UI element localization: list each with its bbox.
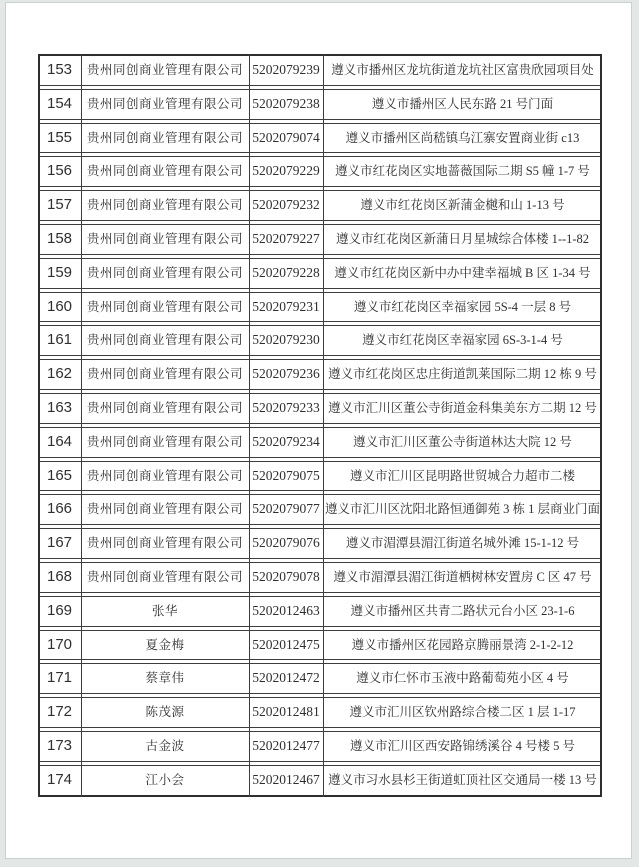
cell-index: 168 [38, 562, 81, 593]
cell-index: 153 [38, 54, 81, 86]
table-row [38, 494, 602, 525]
cell-name: 贵州同创商业管理有限公司 [81, 461, 249, 492]
cell-address: 遵义市红花岗区幸福家园 5S-4 一层 8 号 [323, 292, 602, 323]
cell-name: 陈茂源 [81, 697, 249, 728]
cell-index: 162 [38, 359, 81, 390]
table-row [38, 630, 602, 661]
cell-address: 遵义市湄潭县湄江街道名城外滩 15-1-12 号 [323, 528, 602, 559]
table-row [38, 359, 602, 390]
registration-table-grid [38, 51, 602, 800]
cell-address: 遵义市红花岗区新中办中建幸福城 B 区 1-34 号 [323, 258, 602, 289]
table-row [38, 123, 602, 154]
table-body [38, 54, 602, 797]
cell-index: 160 [38, 292, 81, 323]
cell-id: 5202079231 [249, 292, 323, 323]
cell-index: 157 [38, 190, 81, 221]
cell-id: 5202079232 [249, 190, 323, 221]
cell-index: 173 [38, 731, 81, 762]
table-row [38, 190, 602, 221]
table-row [38, 156, 602, 187]
column-divider-index-name [81, 54, 82, 797]
document-page [5, 2, 632, 859]
cell-name: 贵州同创商业管理有限公司 [81, 325, 249, 356]
cell-address: 遵义市红花岗区实地蔷薇国际二期 S5 幢 1-7 号 [323, 156, 602, 187]
cell-address: 遵义市播州区花园路京腾丽景湾 2-1-2-12 [323, 630, 602, 661]
cell-id: 5202012481 [249, 697, 323, 728]
cell-id: 5202079233 [249, 393, 323, 424]
cell-name: 贵州同创商业管理有限公司 [81, 156, 249, 187]
table-row [38, 393, 602, 424]
table-row [38, 427, 602, 458]
table-row [38, 562, 602, 593]
cell-address: 遵义市汇川区董公寺街道林达大院 12 号 [323, 427, 602, 458]
cell-name: 贵州同创商业管理有限公司 [81, 123, 249, 154]
cell-id: 5202012472 [249, 663, 323, 694]
cell-index: 174 [38, 765, 81, 797]
cell-name: 江小会 [81, 765, 249, 797]
cell-id: 5202079236 [249, 359, 323, 390]
cell-index: 167 [38, 528, 81, 559]
cell-address: 遵义市红花岗区幸福家园 6S-3-1-4 号 [323, 325, 602, 356]
cell-name: 贵州同创商业管理有限公司 [81, 528, 249, 559]
cell-id: 5202079228 [249, 258, 323, 289]
cell-address: 遵义市播州区龙坑街道龙坑社区富贵欣园项目处 [323, 54, 602, 86]
cell-index: 164 [38, 427, 81, 458]
cell-index: 171 [38, 663, 81, 694]
table-row [38, 292, 602, 323]
cell-index: 156 [38, 156, 81, 187]
cell-id: 5202079229 [249, 156, 323, 187]
cell-address: 遵义市仁怀市玉液中路葡萄苑小区 4 号 [323, 663, 602, 694]
table-row [38, 528, 602, 559]
table-row [38, 325, 602, 356]
cell-address: 遵义市播州区尚嵇镇乌江寨安置商业街 c13 [323, 123, 602, 154]
cell-id: 5202012477 [249, 731, 323, 762]
cell-index: 154 [38, 89, 81, 120]
table-row [38, 461, 602, 492]
cell-id: 5202012463 [249, 596, 323, 627]
table-row [38, 596, 602, 627]
cell-id: 5202012467 [249, 765, 323, 797]
cell-index: 172 [38, 697, 81, 728]
cell-address: 遵义市汇川区钦州路综合楼二区 1 层 1-17 [323, 697, 602, 728]
cell-address: 遵义市播州区人民东路 21 号门面 [323, 89, 602, 120]
cell-id: 5202079238 [249, 89, 323, 120]
cell-index: 159 [38, 258, 81, 289]
cell-address: 遵义市习水县杉王街道虹顶社区交通局一楼 13 号 [323, 765, 602, 797]
cell-id: 5202079230 [249, 325, 323, 356]
cell-address: 遵义市红花岗区忠庄街道凯莱国际二期 12 栋 9 号 [323, 359, 602, 390]
table-row [38, 224, 602, 255]
cell-address: 遵义市播州区共青二路状元台小区 23-1-6 [323, 596, 602, 627]
cell-index: 169 [38, 596, 81, 627]
cell-address: 遵义市红花岗区新蒲金樾和山 1-13 号 [323, 190, 602, 221]
cell-name: 贵州同创商业管理有限公司 [81, 427, 249, 458]
cell-id: 5202079074 [249, 123, 323, 154]
cell-index: 165 [38, 461, 81, 492]
cell-index: 170 [38, 630, 81, 661]
cell-name: 夏金梅 [81, 630, 249, 661]
cell-name: 贵州同创商业管理有限公司 [81, 258, 249, 289]
cell-index: 161 [38, 325, 81, 356]
cell-name: 贵州同创商业管理有限公司 [81, 359, 249, 390]
column-divider-name-id [249, 54, 250, 797]
cell-index: 163 [38, 393, 81, 424]
table-border-right [600, 54, 602, 797]
cell-id: 5202079234 [249, 427, 323, 458]
cell-id: 5202079227 [249, 224, 323, 255]
cell-address: 遵义市湄潭县湄江街道栖树林安置房 C 区 47 号 [323, 562, 602, 593]
table-row [38, 54, 602, 86]
cell-index: 155 [38, 123, 81, 154]
cell-id: 5202079075 [249, 461, 323, 492]
cell-address: 遵义市汇川区沈阳北路恒通御苑 3 栋 1 层商业门面 [323, 494, 602, 525]
cell-id: 5202079239 [249, 54, 323, 86]
cell-name: 贵州同创商业管理有限公司 [81, 54, 249, 86]
table-row [38, 258, 602, 289]
table-row [38, 697, 602, 728]
cell-name: 贵州同创商业管理有限公司 [81, 224, 249, 255]
table-border-left [38, 54, 40, 797]
cell-id: 5202079077 [249, 494, 323, 525]
cell-address: 遵义市汇川区西安路锦绣溪谷 4 号楼 5 号 [323, 731, 602, 762]
table-row [38, 765, 602, 797]
table-row [38, 731, 602, 762]
column-divider-id-address [323, 54, 324, 797]
cell-address: 遵义市红花岗区新蒲日月星城综合体楼 1--1-82 [323, 224, 602, 255]
cell-index: 158 [38, 224, 81, 255]
table-row [38, 663, 602, 694]
cell-name: 贵州同创商业管理有限公司 [81, 562, 249, 593]
cell-name: 贵州同创商业管理有限公司 [81, 292, 249, 323]
cell-name: 贵州同创商业管理有限公司 [81, 494, 249, 525]
cell-name: 张华 [81, 596, 249, 627]
cell-name: 蔡章伟 [81, 663, 249, 694]
registration-table [38, 51, 602, 800]
cell-id: 5202079078 [249, 562, 323, 593]
cell-name: 贵州同创商业管理有限公司 [81, 393, 249, 424]
cell-id: 5202012475 [249, 630, 323, 661]
cell-name: 贵州同创商业管理有限公司 [81, 89, 249, 120]
cell-name: 贵州同创商业管理有限公司 [81, 190, 249, 221]
table-row [38, 89, 602, 120]
cell-name: 古金波 [81, 731, 249, 762]
cell-address: 遵义市汇川区昆明路世贸城合力超市二楼 [323, 461, 602, 492]
cell-id: 5202079076 [249, 528, 323, 559]
cell-index: 166 [38, 494, 81, 525]
cell-address: 遵义市汇川区董公寺街道金科集美东方二期 12 号 [323, 393, 602, 424]
